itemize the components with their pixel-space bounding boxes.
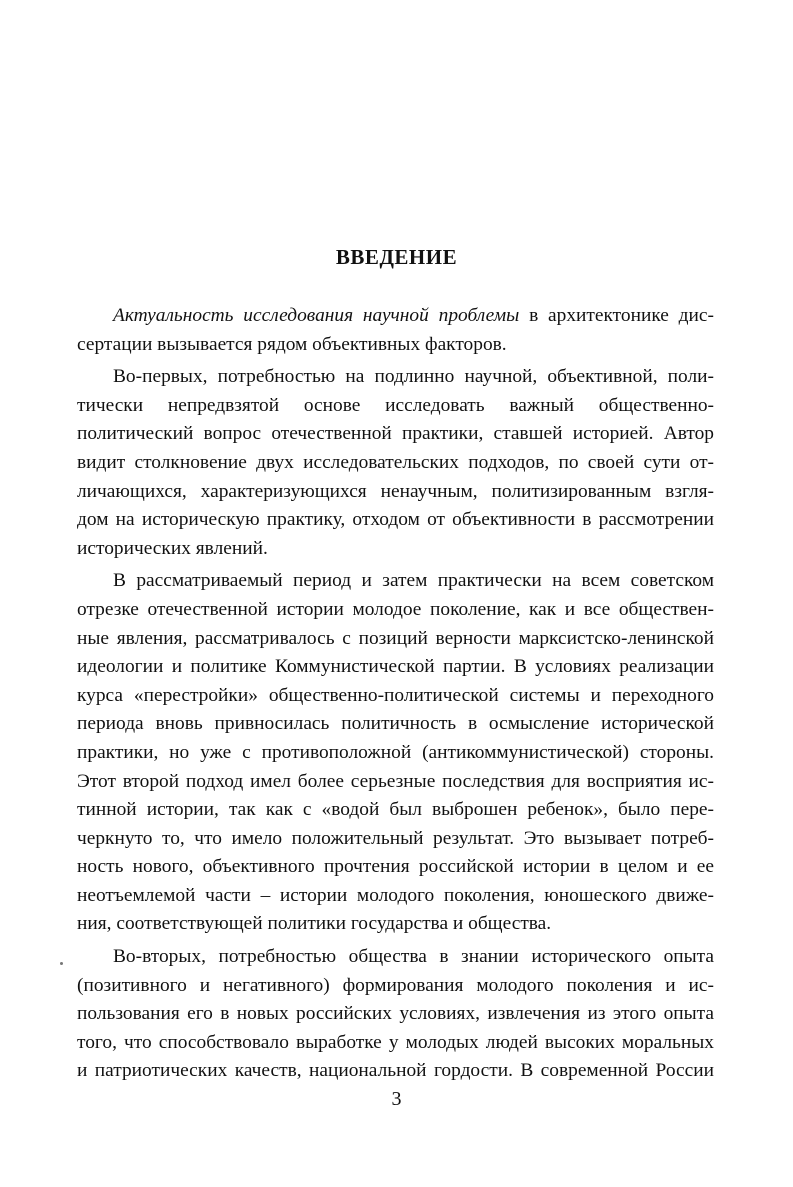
text-line: тинной истории, так как с «водой был выброшен ребенок», было пере- — [77, 799, 714, 821]
paragraph-first-reason — [77, 363, 714, 563]
page-title: ВВЕДЕНИЕ — [335, 245, 458, 269]
text-line: Этот второй подход имел более серьезные последствия для восприятия ис- — [77, 770, 714, 792]
paragraph-soviet-period — [77, 567, 714, 939]
text-line: дом на историческую практику, отходом от объективности в рассмотрении — [77, 509, 714, 531]
text-line: ность нового, объективного прочтения российской истории в целом и ее — [77, 856, 714, 878]
text-line: личающихся, характеризующихся ненаучным, политизированным взгля- — [77, 480, 714, 502]
text-line: и патриотических качеств, национальной гордости. В современной России — [77, 1060, 714, 1082]
text-line: идеологии и политике Коммунистической партии. В условиях реализации — [77, 656, 714, 678]
text-line: политический вопрос отечественной практики, ставшей историей. Автор — [77, 423, 714, 445]
text-line: Во-первых, потребностью на подлинно научной, объективной, поли- — [113, 366, 714, 388]
text-line: видит столкновение двух исследовательских подходов, по своей сути от- — [77, 451, 714, 473]
margin-speck — [60, 962, 63, 965]
italic-phrase: Актуальность исследования научной проблемы — [113, 305, 520, 326]
text-line — [77, 302, 714, 331]
text-line: Во-вторых, потребностью общества в знании исторического опыта — [113, 946, 714, 968]
text-line: ния, соответствующей политики государства и общества. — [77, 913, 552, 935]
body-text — [77, 302, 714, 1090]
text-line: отрезке отечественной истории молодое поколение, как и все обществен- — [77, 598, 714, 620]
text-line: черкнуто то, что имело положительный результат. Это вызывает потреб- — [77, 827, 714, 849]
text-line: сертации вызывается рядом объективных факторов. — [77, 333, 507, 355]
paragraph-relevance — [77, 302, 714, 359]
text-line: тически непредвзятой основе исследовать важный общественно- — [77, 394, 714, 416]
text-line: того, что способствовало выработке у молодых людей высоких моральных — [77, 1031, 714, 1053]
page-number: 3 — [391, 1088, 402, 1110]
text-line: В рассматриваемый период и затем практически на всем советском — [113, 570, 714, 592]
paragraph-second-reason — [77, 943, 714, 1086]
text-line: ные явления, рассматривалось с позиций верности марксистско-ленинской — [77, 627, 714, 649]
text-fragment: в архитектонике дис- — [519, 305, 714, 326]
text-line: практики, но уже с противоположной (антикоммунистической) стороны. — [77, 741, 714, 763]
text-line: (позитивного и негативного) формирования молодого поколения и ис- — [77, 974, 714, 996]
text-line: неотъемлемой части – истории молодого поколения, юношеского движе- — [77, 884, 714, 906]
text-line: курса «перестройки» общественно-политической системы и переходного — [77, 684, 714, 706]
text-line: исторических явлений. — [77, 537, 268, 559]
text-line: периода вновь привносилась политичность в осмысление исторической — [77, 713, 714, 735]
text-line: пользования его в новых российских условиях, извлечения из этого опыта — [77, 1003, 714, 1025]
